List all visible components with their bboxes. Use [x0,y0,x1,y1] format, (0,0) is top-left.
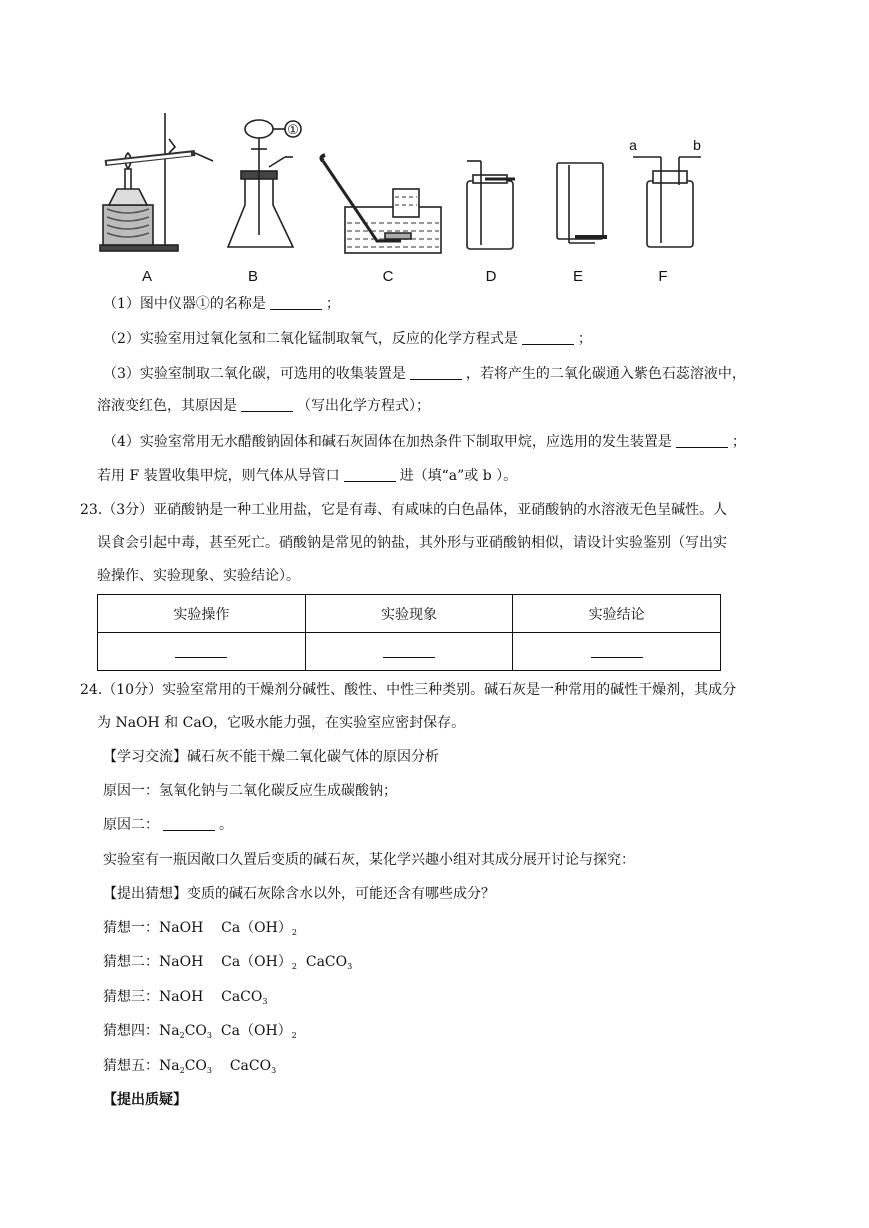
answer-blank[interactable] [163,816,215,831]
q24-context: 实验室有一瓶因敞口久置后变质的碱石灰，某化学兴趣小组对其成分展开讨论与探究： [103,852,635,868]
apparatus-f [633,157,701,247]
apparatus-b [228,120,301,247]
port-b-label: b [693,137,701,153]
table-header: 实验现象 [305,595,513,633]
q23-line3: 验操作、实验现象、实验结论）。 [97,568,300,584]
label-f: F [658,268,668,285]
table-cell [98,633,306,671]
answer-blank[interactable] [676,433,728,448]
table-header: 实验结论 [513,595,721,633]
table-cell [513,633,721,671]
q22-part3-cont: 溶液变红色，其原因是 （写出化学方程式）； [97,398,430,414]
guess-2: 猜想二：NaOH $Ca(OH)_2$ CaCO$_3$ [103,954,353,971]
label-d: D [485,268,497,285]
guess-5: 猜想五：$Na_2CO_3$ CaCO$_3$ [103,1058,277,1075]
answer-blank[interactable] [175,643,227,658]
apparatus-c [321,155,441,253]
answer-blank[interactable] [591,643,643,658]
q22-part2: （2）实验室用过氧化氢和二氧化锰制取氧气，反应的化学方程式是 ； [103,331,592,347]
apparatus-diagram [95,105,735,290]
q24-exchange: 【学习交流】碱石灰不能干燥二氧化碳气体的原因分析 [103,749,439,765]
answer-blank[interactable] [383,643,435,658]
experiment-table [97,594,721,671]
instrument-marker: ① [287,122,299,137]
table-cell [305,633,513,671]
answer-blank[interactable] [410,365,462,380]
q22-part3: （3）实验室制取二氧化碳，可选用的收集装置是 ，若将产生的二氧化碳通入紫色石蕊溶液中， [103,366,746,382]
port-a-label: a [629,137,637,153]
guess-4: 猜想四：$Na_2CO_3$ $Ca(OH)_2$ [103,1023,297,1040]
q22-part4: （4）实验室常用无水醋酸钠固体和碱石灰固体在加热条件下制取甲烷，应选用的发生装置是 ； [103,434,746,450]
answer-blank[interactable] [522,330,574,345]
apparatus-e [557,163,607,243]
label-a: A [141,268,153,285]
table-row [98,633,721,671]
q22-part1: （1）图中仪器①的名称是 ； [103,296,340,312]
answer-blank[interactable] [241,397,293,412]
label-b: B [247,268,259,285]
apparatus-a [100,113,213,251]
apparatus-d [467,161,515,249]
q24-reason1: 原因一：氢氧化钠与二氧化碳反应生成碳酸钠； [103,783,397,799]
q23-line2: 误食会引起中毒，甚至死亡。硝酸钠是常见的钠盐，其外形与亚硝酸钠相似，请设计实验鉴别（写出实 [97,535,727,551]
q24-question-heading: 【提出质疑】 [103,1092,187,1108]
q24-line2: 为 NaOH 和 CaO，它吸水能力强，在实验室应密封保存。 [97,715,466,731]
q24-hypothesis: 【提出猜想】变质的碱石灰除含水以外，可能还含有哪些成分？ [103,886,495,902]
label-c: C [382,268,394,285]
table-header: 实验操作 [98,595,306,633]
answer-blank[interactable] [270,295,322,310]
apparatus-figure [95,105,735,290]
q22-part4-cont: 若用 F 装置收集甲烷，则气体从导管口 进（填“a”或 b ）。 [97,468,518,484]
answer-blank[interactable] [344,467,396,482]
guess-1: 猜想一：NaOH $Ca(OH)_2$ [103,920,297,937]
q23-line1: 23.（3分）亚硝酸钠是一种工业用盐，它是有毒、有咸味的白色晶体，亚硝酸钠的水溶液无色呈碱性。人 [80,502,728,518]
table-header-row [98,595,721,633]
q24-line1: 24.（10分）实验室常用的干燥剂分碱性、酸性、中性三种类别。碱石灰是一种常用的碱性干燥剂，其成分 [80,682,737,698]
label-e: E [572,268,584,285]
q24-reason2: 原因二： 。 [103,817,233,833]
guess-3: 猜想三：NaOH CaCO$_3$ [103,989,268,1006]
